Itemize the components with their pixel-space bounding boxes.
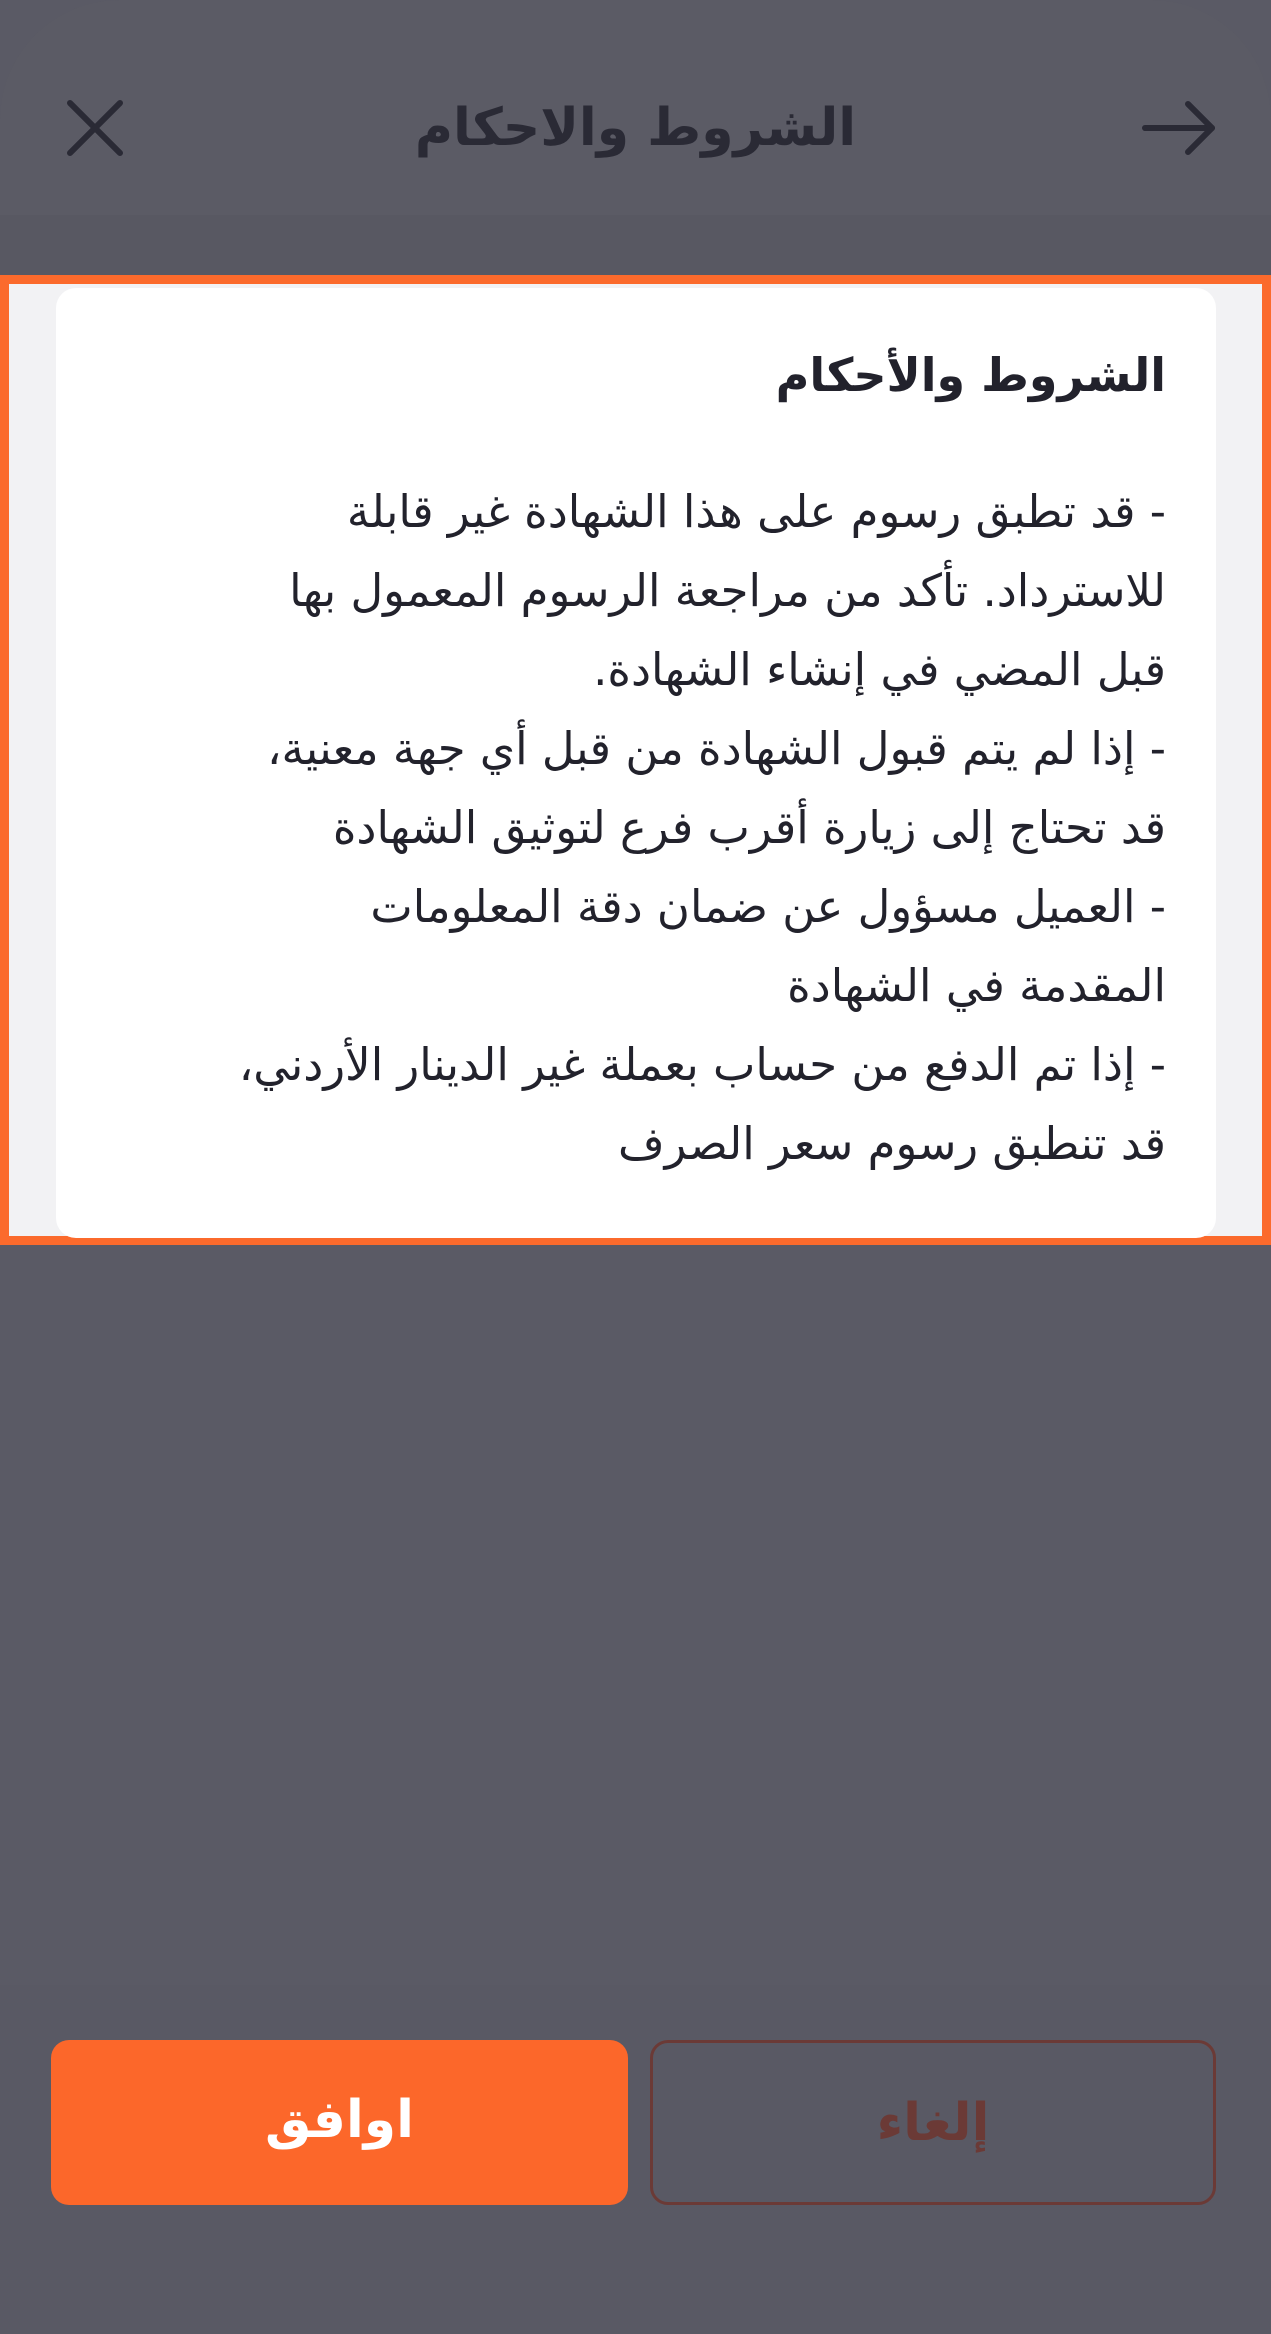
terms-card [56, 288, 1216, 1238]
terms-body [106, 472, 1166, 1183]
arrow-right-icon [1130, 78, 1230, 178]
cancel-button[interactable]: إلغاء [650, 2040, 1216, 2205]
terms-line: قد تنطبق رسوم سعر الصرف [618, 1117, 1166, 1170]
header-bar [0, 0, 1271, 215]
terms-line: المقدمة في الشهادة [787, 959, 1166, 1012]
terms-line: - قد تطبق رسوم على هذا الشهادة غير قابلة [346, 485, 1166, 538]
back-button[interactable] [1130, 78, 1230, 178]
terms-line: قد تحتاج إلى زيارة أقرب فرع لتوثيق الشهادة [332, 801, 1166, 854]
header-divider [0, 215, 1271, 275]
agree-button[interactable]: اوافق [51, 2040, 628, 2205]
terms-line: - العميل مسؤول عن ضمان دقة المعلومات [370, 880, 1166, 933]
page-title: الشروط والاحكام [414, 98, 857, 158]
terms-title: الشروط والأحكام [775, 348, 1166, 402]
terms-line: - إذا تم الدفع من حساب بعملة غير الدينار الأردني، [238, 1038, 1166, 1091]
terms-line: قبل المضي في إنشاء الشهادة. [593, 643, 1166, 696]
close-button[interactable] [45, 78, 145, 178]
close-icon [45, 78, 145, 178]
terms-line: للاسترداد. تأكد من مراجعة الرسوم المعمول بها [289, 564, 1166, 617]
terms-highlight-frame [0, 275, 1271, 1245]
terms-line: - إذا لم يتم قبول الشهادة من قبل أي جهة معنية، [266, 722, 1166, 775]
